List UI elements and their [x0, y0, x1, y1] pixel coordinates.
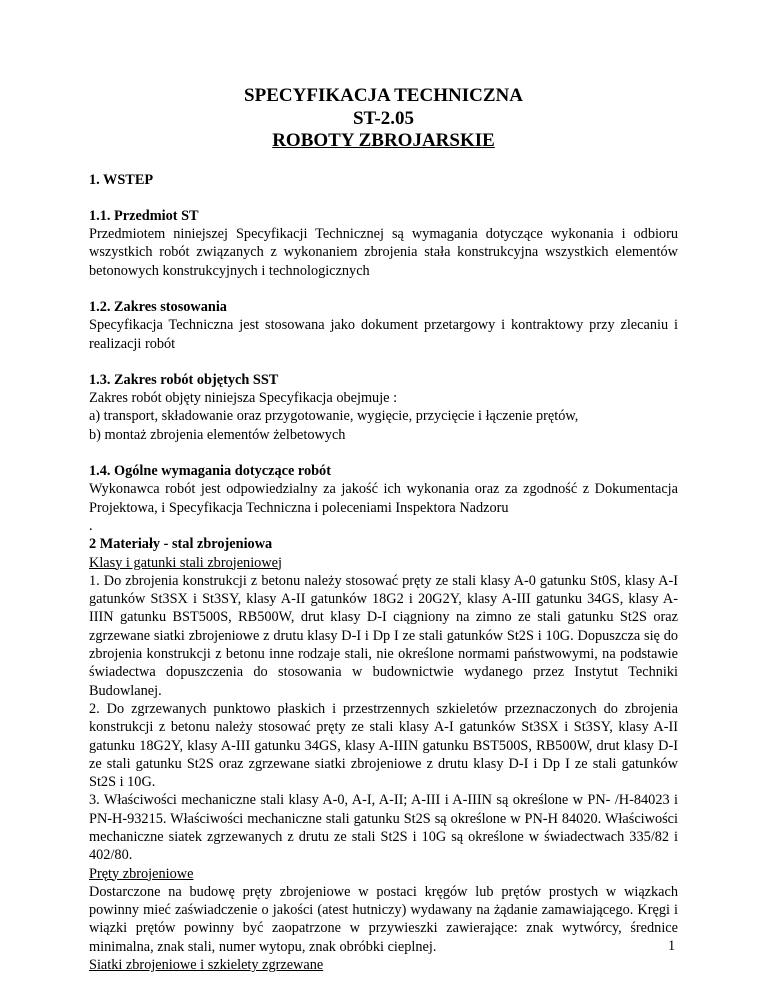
section-1-1-heading: 1.1. Przedmiot ST	[89, 207, 199, 224]
section-1-4-dot: .	[89, 517, 93, 534]
title-line-3: ROBOTY ZBROJARSKIE	[272, 130, 495, 151]
title-line-2: ST-2.05	[352, 107, 415, 129]
section-2-paragraph-2: 2. Do zgrzewanych punktowo płaskich i przestrzennych szkieletów przeznaczonych do zbrojenia konstrukcji z betonu należy stosować pręty ze stali klasy A-I gatunków St3SX i St3SY, klasy A-II gatunku 18G2Y, klasy A-III gatunku 34GS, klasy A-IIIN gatunku BST500S, RB500W, drut klasy D-I ze stali gatunku St2S oraz zgrzewane siatki zbrojeniowe z drutu klasy D-I i Dp I ze stali gatunków St2S i 10G.	[89, 700, 678, 791]
section-1-3-line-2: a) transport, składowanie oraz przygotowanie, wygięcie, przycięcie i łączenie prętów,	[89, 408, 579, 425]
section-2-subheading-classes: Klasy i gatunki stali zbrojeniowej	[89, 554, 282, 571]
page-number: 1	[668, 938, 676, 954]
document-title	[89, 85, 678, 153]
section-1-4-text: Wykonawca robót jest odpowiedzialny za jakość ich wykonania oraz za zgodność z Dokumentacja Projektowa, i Specyfikacja Techniczna i poleceniami Inspektora Nadzoru	[89, 481, 678, 516]
section-2-subheading-meshes: Siatki zbrojeniowe i szkielety zgrzewane	[89, 957, 324, 974]
section-2-paragraph-3: 3. Właściwości mechaniczne stali klasy A-0, A-I, A-II; A-III i A-IIIN są określone w PN- /H-84023 i PN-H-93215. Właściwości mechaniczne stali gatunku St2S są określone w PN-H 84020. Właściwości mechaniczne siatek zgrzewanych z drutu ze stali St2S i 10G są określone w świadectwach 335/82 i 402/80.	[89, 792, 678, 864]
title-line-1: SPECYFIKACJA TECHNICZNA	[244, 85, 523, 106]
section-2-paragraph-4: Dostarczone na budowę pręty zbrojeniowe w postaci kręgów lub prętów prostych w wiązkach powinny mieć zaświadczenie o jakości (atest hutniczy) wydawany na żądanie zamawiającego. Kręgi i wiązki prętów powinny być zaopatrzone w przywieszki zawierające: znak wytwórcy, średnice minimalna, znak stali, numer wytopu, znak obróbki cieplnej.	[89, 883, 678, 955]
section-1-2-heading: 1.2. Zakres stosowania	[89, 298, 227, 315]
section-1-3-line-3: b) montaż zbrojenia elementów żelbetowych	[89, 426, 346, 443]
section-1-heading: 1. WSTEP	[89, 171, 154, 188]
document-page	[89, 85, 678, 974]
section-2-heading: 2 Materiały - stal zbrojeniowa	[89, 536, 273, 553]
section-2-subheading-bars: Pręty zbrojeniowe	[89, 865, 194, 882]
section-1-3-line-1: Zakres robót objęty niniejsza Specyfikacja obejmuje :	[89, 390, 398, 407]
section-2-paragraph-1: 1. Do zbrojenia konstrukcji z betonu należy stosować pręty ze stali klasy A-0 gatunku St0S, klasy A-I gatunków St3SX i St3SY, klasy A-II gatunków 18G2 i 20G2Y, klasy A-III gatunku 34GS, klasy A-IIIN gatunku BST500S, RB500W, drut klasy D-I ciągniony na zimno ze stali gatunku St2S oraz zgrzewane siatki zbrojeniowe z drutu klasy D-I i Dp I ze stali gatunków St2S i 10G. Dopuszcza się do zbrojenia konstrukcji z betonu inne rodzaje stali, nie określone normami państwowymi, na podstawie świadectwa dopuszczenia do stosowania w budownictwie wydanego przez Instytut Techniki Budowlanej.	[89, 572, 678, 699]
section-1-4-heading: 1.4. Ogólne wymagania dotyczące robót	[89, 463, 331, 480]
section-1-3-heading: 1.3. Zakres robót objętych SST	[89, 371, 279, 388]
section-1-2-text: Specyfikacja Techniczna jest stosowana jako dokument przetargowy i kontraktowy przy zlecaniu i realizacji robót	[89, 317, 678, 352]
section-1-1-text: Przedmiotem niniejszej Specyfikacji Technicznej są wymagania dotyczące wykonania i odbioru wszystkich robót związanych z wykonaniem zbrojenia stała konstrukcyjna wszystkich elementów betonowych konstrukcyjnych i technologicznych	[89, 226, 678, 279]
